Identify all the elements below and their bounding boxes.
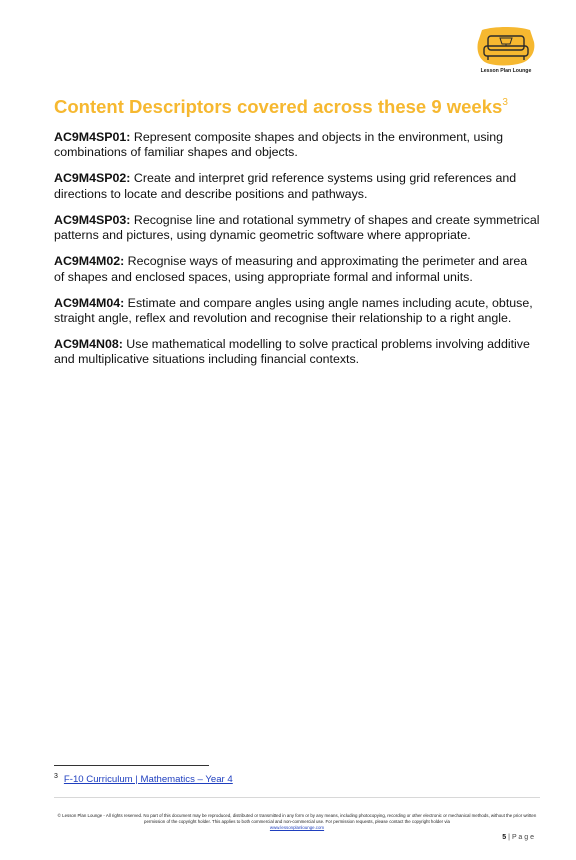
footer-divider (54, 797, 540, 798)
descriptor-text: Use mathematical modelling to solve practical problems involving additive and multiplicative situations including financial contexts. (54, 337, 530, 367)
descriptor-item (54, 213, 540, 244)
logo-text: Lesson Plan Lounge (480, 68, 532, 74)
descriptor-text: Recognise line and rotational symmetry of shapes and create symmetrical patterns and pictures, using dynamic geometric software where appropriate. (54, 212, 540, 243)
descriptor-item (54, 296, 540, 327)
descriptor-text: Create and interpret grid reference systems using grid references and directions to locate and describe positions and pathways. (54, 171, 517, 201)
copyright-notice (54, 813, 540, 832)
footnote-number: 3 (54, 773, 58, 780)
descriptor-code: AC9M4N08: (54, 337, 123, 352)
descriptor-item (54, 130, 540, 161)
descriptor-item (54, 337, 540, 368)
descriptor-text: Represent composite shapes and objects in the environment, using combinations of familiar shapes and objects. (54, 130, 504, 160)
page-separator: | (508, 834, 510, 841)
footnote-divider (54, 765, 209, 766)
footnote (54, 773, 233, 785)
page-number (502, 834, 534, 841)
lesson-plan-lounge-logo (474, 26, 538, 76)
descriptor-text: Recognise ways of measuring and approximating the perimeter and area of shapes and enclosed spaces, using appropriate formal and informal units. (54, 254, 528, 284)
curriculum-link[interactable]: F-10 Curriculum | Mathematics – Year 4 (63, 774, 233, 786)
descriptor-item (54, 171, 540, 202)
descriptor-code: AC9M4M04: (54, 295, 125, 310)
page-title-text: Content Descriptors covered across these 9 weeks (54, 96, 503, 117)
descriptor-text: Estimate and compare angles using angle names including acute, obtuse, straight angle, reflex and revolution and recognise their relationship to a right angle. (54, 295, 533, 326)
descriptor-code: AC9M4M02: (54, 254, 125, 269)
page-number-value: 5 (502, 834, 507, 841)
descriptor-code: AC9M4SP02: (54, 171, 131, 186)
descriptor-code: AC9M4SP03: (54, 212, 131, 227)
page-title (54, 96, 508, 118)
descriptor-item (54, 254, 540, 285)
descriptor-code: AC9M4SP01: (54, 130, 131, 144)
copyright-text: © Lesson Plan Lounge - All rights reserved. No part of this document may be reproduced, distributed or transmitted in any form or by any means, including photocopying, recording or other electronic or mechanical methods, without the prior written permission of the copyright holder. This applies to both commercial and non-commercial use. For permission requests, please contact the copyright holder via (57, 813, 537, 825)
page-label: P a g e (511, 834, 534, 841)
descriptor-list (54, 130, 540, 378)
sofa-icon (474, 26, 538, 68)
website-link[interactable]: www.lessonplanlounge.com (269, 825, 325, 831)
footnote-reference[interactable]: 3 (502, 96, 508, 108)
